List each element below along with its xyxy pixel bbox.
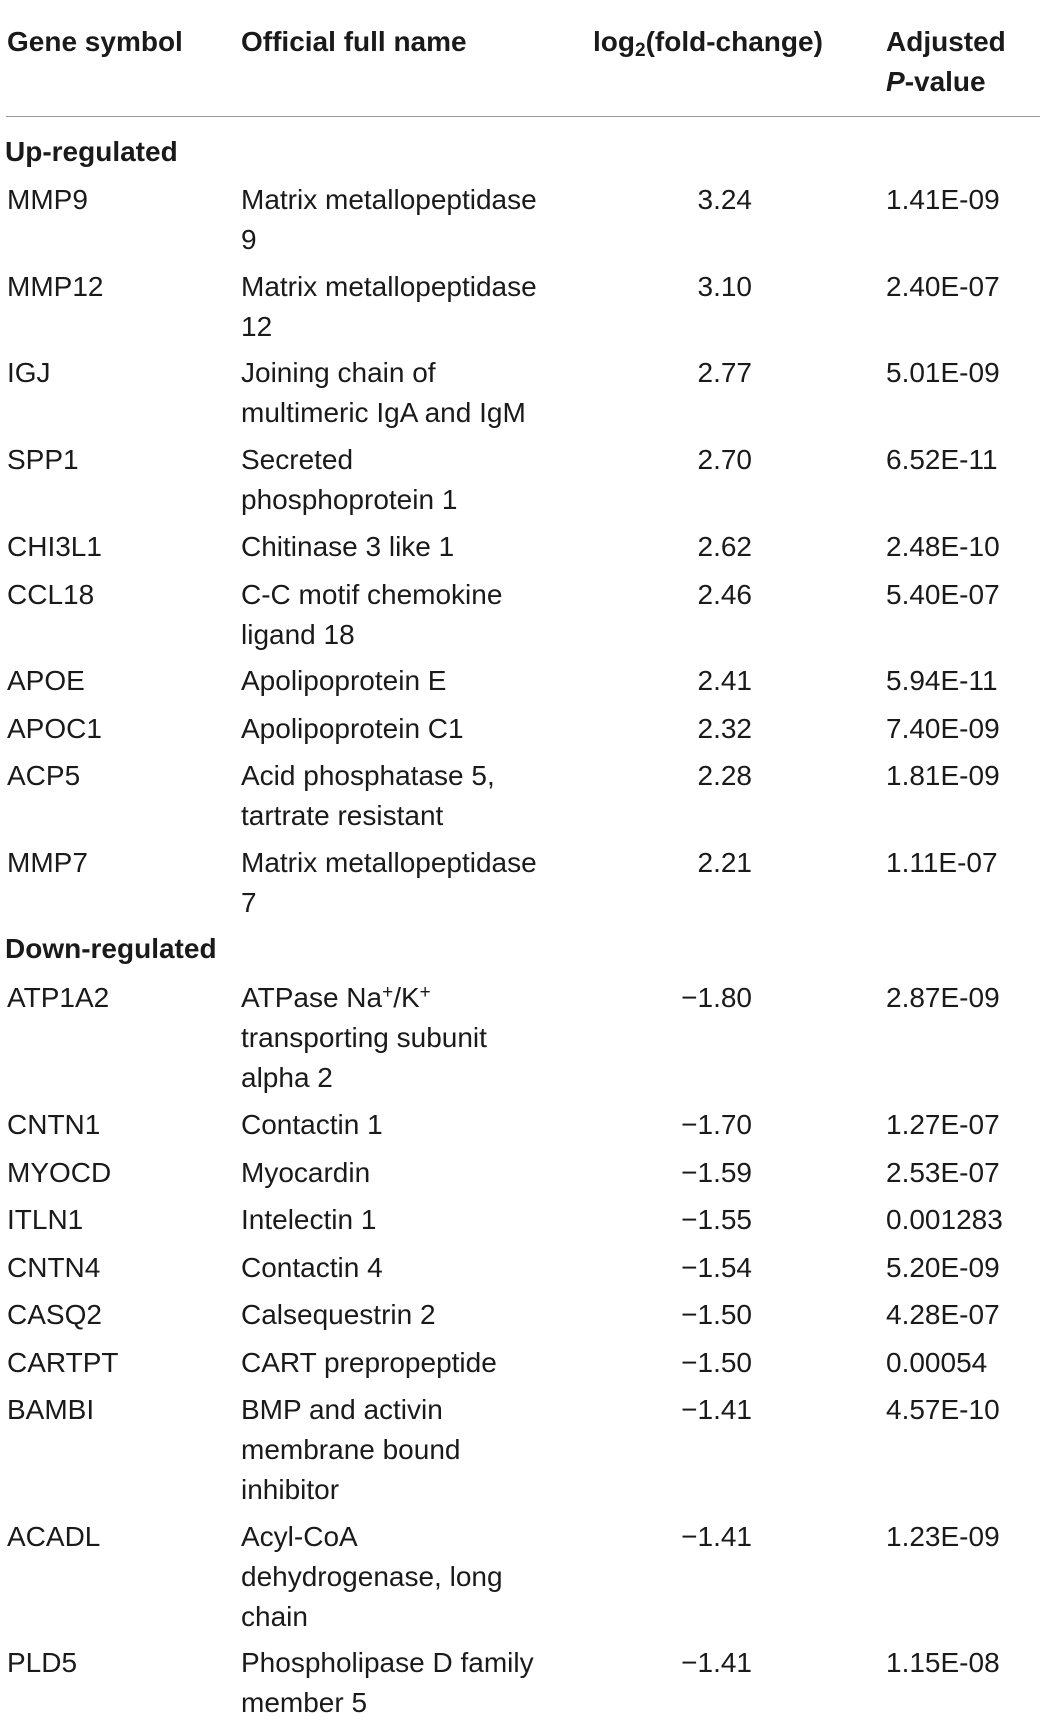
name-line: Acid phosphatase 5, [241, 760, 495, 791]
adjusted-p-value: 2.87E-09 [886, 982, 1000, 1013]
header-gene-symbol: Gene symbol [7, 26, 183, 57]
gene-full-name [241, 709, 571, 749]
name-line: multimeric IgA and IgM [241, 397, 526, 428]
log2-fold-change: −1.41 [681, 1394, 752, 1425]
log2-fold-change: 2.32 [697, 713, 752, 744]
name-line: chain [241, 1601, 308, 1632]
adjusted-p-value: 0.00054 [886, 1347, 988, 1378]
gene-symbol: ATP1A2 [7, 982, 110, 1013]
name-line: alpha 2 [241, 1062, 333, 1093]
log2-fold-change: −1.59 [681, 1157, 752, 1188]
superscript-plus: + [419, 982, 431, 1003]
log2-fold-change: −1.41 [681, 1647, 752, 1678]
adjusted-p-value: 1.41E-09 [886, 184, 1000, 215]
header-divider [6, 116, 1040, 117]
name-line: Joining chain of [241, 357, 436, 388]
name-line: C-C motif chemokine [241, 579, 503, 610]
gene-full-name [241, 756, 571, 836]
gene-full-name [241, 1517, 571, 1637]
log2-fold-change: 2.70 [697, 444, 752, 475]
gene-symbol: CHI3L1 [7, 531, 102, 562]
name-line: Phospholipase D family [241, 1647, 534, 1678]
log2-fold-change: 2.62 [697, 531, 752, 562]
gene-symbol: CASQ2 [7, 1299, 102, 1330]
log2-fold-change: −1.41 [681, 1521, 752, 1552]
name-part: /K [393, 982, 420, 1013]
name-line: 9 [241, 224, 257, 255]
adjusted-p-value: 6.52E-11 [886, 444, 998, 475]
name-line: phosphoprotein 1 [241, 484, 458, 515]
adjusted-p-value: 1.15E-08 [886, 1647, 1000, 1678]
name-line: Matrix metallopeptidase [241, 271, 537, 302]
gene-symbol: IGJ [7, 357, 51, 388]
gene-full-name [241, 661, 571, 701]
adjusted-p-value: 1.11E-07 [886, 847, 998, 878]
gene-symbol: PLD5 [7, 1647, 78, 1678]
adjusted-p-value: 4.57E-10 [886, 1394, 1000, 1425]
name-line: member 5 [241, 1687, 368, 1718]
adjusted-p-value: 5.01E-09 [886, 357, 1000, 388]
gene-symbol: MMP7 [7, 847, 88, 878]
gene-full-name [241, 440, 571, 520]
name-line: Contactin 1 [241, 1109, 383, 1140]
gene-symbol: MMP9 [7, 184, 88, 215]
log2-fold-change: −1.70 [681, 1109, 752, 1140]
adjusted-p-value: 5.94E-11 [886, 665, 998, 696]
name-line: Apolipoprotein E [241, 665, 447, 696]
name-line: Matrix metallopeptidase [241, 184, 537, 215]
superscript-plus: + [382, 982, 394, 1003]
log2-fold-change: 2.28 [697, 760, 752, 791]
name-line: Secreted [241, 444, 354, 475]
log2-fold-change: −1.55 [681, 1204, 752, 1235]
gene-full-name [241, 978, 571, 1098]
name-line: Chitinase 3 like 1 [241, 531, 455, 562]
adjusted-p-value: 7.40E-09 [886, 713, 1000, 744]
name-line [241, 978, 571, 1018]
name-line: Intelectin 1 [241, 1204, 377, 1235]
section-down-regulated: Down-regulated [5, 933, 217, 964]
header-log2-prefix: log [593, 26, 635, 57]
log2-fold-change: 3.10 [697, 271, 752, 302]
header-p-italic: P [886, 66, 905, 97]
log2-fold-change: 2.77 [697, 357, 752, 388]
name-line: transporting subunit [241, 1022, 487, 1053]
gene-symbol: CNTN4 [7, 1252, 101, 1283]
adjusted-p-value: 5.40E-07 [886, 579, 1000, 610]
log2-fold-change: −1.50 [681, 1299, 752, 1330]
gene-full-name [241, 1643, 571, 1723]
log2-fold-change: 2.21 [697, 847, 752, 878]
adjusted-p-value: 2.40E-07 [886, 271, 1000, 302]
log2-fold-change: 3.24 [697, 184, 752, 215]
gene-full-name [241, 1295, 571, 1335]
adjusted-p-value: 2.53E-07 [886, 1157, 1000, 1188]
gene-symbol: CNTN1 [7, 1109, 101, 1140]
gene-full-name [241, 1105, 571, 1145]
name-line: 12 [241, 311, 273, 342]
section-up-regulated: Up-regulated [5, 136, 178, 167]
adjusted-p-value: 1.81E-09 [886, 760, 1000, 791]
name-line: tartrate resistant [241, 800, 444, 831]
name-line: Matrix metallopeptidase [241, 847, 537, 878]
gene-symbol: CARTPT [7, 1347, 119, 1378]
name-line: 7 [241, 887, 257, 918]
header-adjusted: Adjusted [886, 26, 1006, 57]
header-log2-suffix: (fold-change) [645, 26, 823, 57]
name-line: Calsequestrin 2 [241, 1299, 436, 1330]
log2-fold-change: −1.50 [681, 1347, 752, 1378]
gene-full-name [241, 267, 571, 347]
gene-full-name [241, 575, 571, 655]
name-line: Myocardin [241, 1157, 371, 1188]
gene-full-name [241, 843, 571, 923]
name-line: ligand 18 [241, 619, 355, 650]
adjusted-p-value: 4.28E-07 [886, 1299, 1000, 1330]
gene-symbol: SPP1 [7, 444, 79, 475]
gene-symbol: APOC1 [7, 713, 102, 744]
gene-full-name [241, 1153, 571, 1193]
adjusted-p-value: 1.23E-09 [886, 1521, 1000, 1552]
gene-full-name [241, 1390, 571, 1510]
gene-full-name [241, 1343, 571, 1383]
adjusted-p-value: 1.27E-07 [886, 1109, 1000, 1140]
adjusted-p-value: 0.001283 [886, 1204, 1003, 1235]
gene-symbol: BAMBI [7, 1394, 95, 1425]
name-line: membrane bound [241, 1434, 461, 1465]
gene-full-name [241, 180, 571, 260]
gene-full-name [241, 1248, 571, 1288]
gene-symbol: MYOCD [7, 1157, 112, 1188]
name-line: BMP and activin [241, 1394, 443, 1425]
header-log2-subscript: 2 [635, 40, 646, 61]
table-header [0, 0, 1041, 117]
gene-symbol: APOE [7, 665, 85, 696]
log2-fold-change: 2.46 [697, 579, 752, 610]
gene-full-name [241, 527, 571, 567]
name-line: Apolipoprotein C1 [241, 713, 464, 744]
gene-full-name [241, 1200, 571, 1240]
name-line: Acyl-CoA [241, 1521, 358, 1552]
gene-symbol: MMP12 [7, 271, 104, 302]
log2-fold-change: 2.41 [697, 665, 752, 696]
gene-symbol: ACADL [7, 1521, 101, 1552]
header-log2-fold-change [593, 22, 823, 62]
name-line: dehydrogenase, long [241, 1561, 503, 1592]
name-line: inhibitor [241, 1474, 340, 1505]
gene-symbol: ITLN1 [7, 1204, 84, 1235]
name-part: ATPase Na [241, 982, 383, 1013]
adjusted-p-value: 2.48E-10 [886, 531, 1000, 562]
gene-symbol: ACP5 [7, 760, 81, 791]
log2-fold-change: −1.54 [681, 1252, 752, 1283]
header-official-full-name: Official full name [241, 26, 467, 57]
header-p-suffix: -value [904, 66, 986, 97]
header-p-value [886, 62, 986, 102]
gene-full-name [241, 353, 571, 433]
adjusted-p-value: 5.20E-09 [886, 1252, 1000, 1283]
name-line: CART prepropeptide [241, 1347, 497, 1378]
name-line: Contactin 4 [241, 1252, 383, 1283]
log2-fold-change: −1.80 [681, 982, 752, 1013]
gene-symbol: CCL18 [7, 579, 95, 610]
